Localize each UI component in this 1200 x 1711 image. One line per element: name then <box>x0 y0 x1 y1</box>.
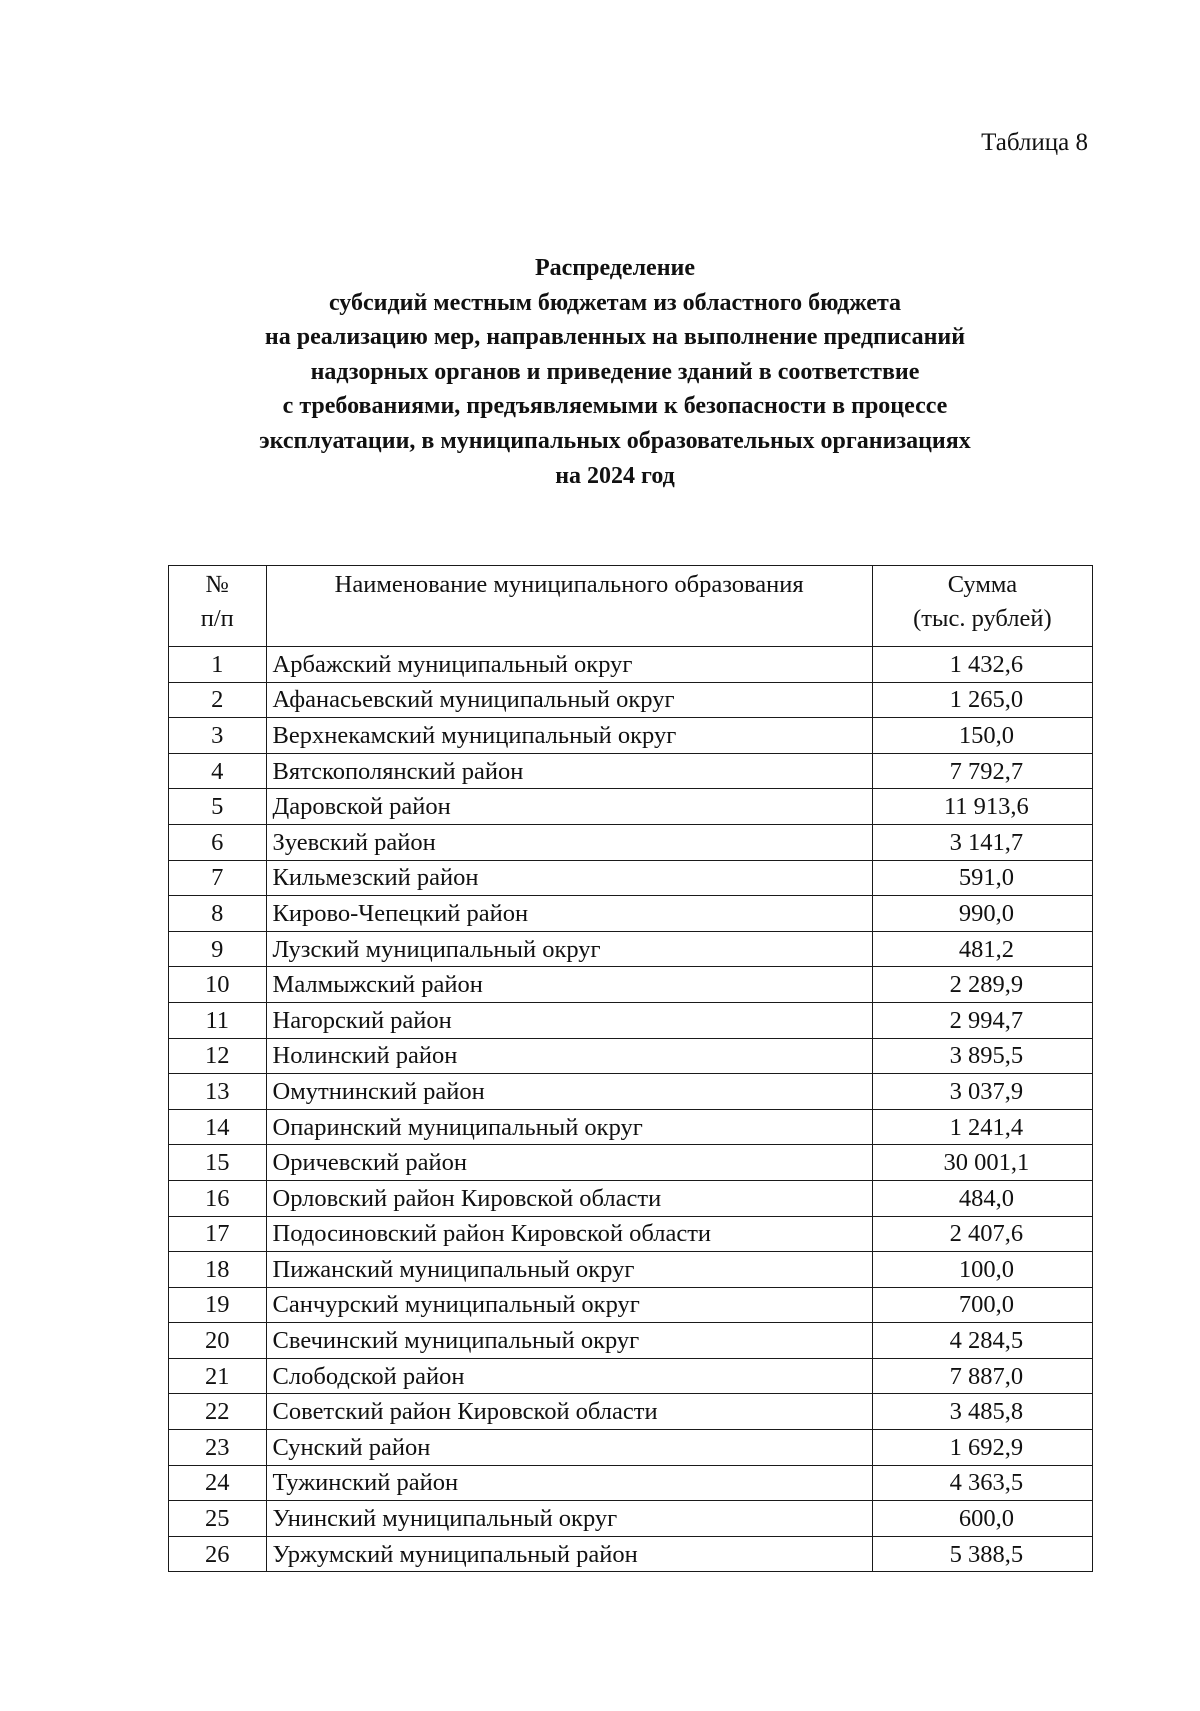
table-row <box>169 1180 1093 1216</box>
row-sum: 5 388,5 <box>949 1540 1024 1568</box>
row-municipality-name: Верхнекамский муниципальный округ <box>266 718 872 754</box>
table-row <box>169 1394 1093 1430</box>
row-number: 11 <box>169 1002 267 1038</box>
row-sum: 2 407,6 <box>949 1220 1024 1248</box>
header-row <box>169 566 1093 647</box>
row-sum-cell <box>872 1002 1092 1038</box>
row-sum: 700,0 <box>958 1291 1014 1319</box>
row-number: 14 <box>169 1109 267 1145</box>
row-municipality-name: Афанасьевский муниципальный округ <box>266 682 872 718</box>
row-number: 12 <box>169 1038 267 1074</box>
row-municipality-name: Зуевский район <box>266 824 872 860</box>
row-sum: 600,0 <box>958 1505 1014 1533</box>
row-municipality-name: Малмыжский район <box>266 967 872 1003</box>
row-sum: 7 887,0 <box>949 1362 1024 1390</box>
row-number: 7 <box>169 860 267 896</box>
row-sum: 30 001,1 <box>943 1149 1030 1177</box>
row-sum-cell <box>872 896 1092 932</box>
row-sum: 3 895,5 <box>949 1042 1024 1070</box>
row-municipality-name: Слободской район <box>266 1358 872 1394</box>
title-line: на 2024 год <box>555 462 675 489</box>
header-sum <box>872 566 1092 647</box>
row-number: 17 <box>169 1216 267 1252</box>
row-sum-cell <box>872 789 1092 825</box>
row-number: 6 <box>169 824 267 860</box>
row-number: 26 <box>169 1536 267 1572</box>
table-row <box>169 1002 1093 1038</box>
row-sum: 990,0 <box>958 899 1014 927</box>
table-header <box>169 566 1093 647</box>
table-row <box>169 1501 1093 1537</box>
row-sum-cell <box>872 824 1092 860</box>
row-sum-cell <box>872 1252 1092 1288</box>
row-number: 2 <box>169 682 267 718</box>
table-row <box>169 647 1093 683</box>
row-number: 22 <box>169 1394 267 1430</box>
row-municipality-name: Унинский муниципальный округ <box>266 1501 872 1537</box>
row-sum-cell <box>872 718 1092 754</box>
table-row <box>169 682 1093 718</box>
table-row <box>169 1430 1093 1466</box>
title-line: Распределение <box>534 255 696 281</box>
row-number: 18 <box>169 1252 267 1288</box>
table-row <box>169 931 1093 967</box>
row-sum-cell <box>872 1109 1092 1145</box>
row-municipality-name: Сунский район <box>266 1430 872 1466</box>
row-sum: 1 265,0 <box>949 686 1024 714</box>
row-sum: 591,0 <box>958 864 1014 892</box>
row-number: 8 <box>169 896 267 932</box>
row-sum-cell <box>872 967 1092 1003</box>
title-line: субсидий местным бюджетам из областного бюджета <box>328 289 902 316</box>
row-municipality-name: Подосиновский район Кировской области <box>266 1216 872 1252</box>
row-number: 15 <box>169 1145 267 1181</box>
title-line: с требованиями, предъявляемыми к безопасности в процессе <box>282 393 948 420</box>
row-number: 19 <box>169 1287 267 1323</box>
row-sum-cell <box>872 1038 1092 1074</box>
table-row <box>169 1216 1093 1252</box>
row-sum: 4 363,5 <box>949 1469 1024 1497</box>
row-sum: 1 432,6 <box>949 650 1024 678</box>
table-row <box>169 967 1093 1003</box>
table-row <box>169 860 1093 896</box>
row-sum: 1 241,4 <box>949 1113 1024 1141</box>
row-number: 24 <box>169 1465 267 1501</box>
table-row <box>169 1038 1093 1074</box>
row-sum-cell <box>872 753 1092 789</box>
row-sum-cell <box>872 1394 1092 1430</box>
row-sum-cell <box>872 931 1092 967</box>
row-sum: 2 289,9 <box>949 971 1024 999</box>
table-row <box>169 789 1093 825</box>
row-sum: 7 792,7 <box>949 757 1024 785</box>
distribution-table <box>168 565 1093 1572</box>
title-line: на реализацию мер, направленных на выполнение предписаний <box>264 324 966 351</box>
row-municipality-name: Арбажский муниципальный округ <box>266 647 872 683</box>
row-sum-cell <box>872 1216 1092 1252</box>
table-row <box>169 753 1093 789</box>
row-sum: 2 994,7 <box>949 1006 1024 1034</box>
table-row <box>169 1358 1093 1394</box>
table-row <box>169 1287 1093 1323</box>
row-number: 3 <box>169 718 267 754</box>
row-municipality-name: Даровской район <box>266 789 872 825</box>
row-sum: 3 037,9 <box>949 1077 1024 1105</box>
table-row <box>169 824 1093 860</box>
title-line: эксплуатации, в муниципальных образовательных организациях <box>259 427 971 454</box>
row-sum: 3 141,7 <box>949 828 1024 856</box>
row-number: 13 <box>169 1074 267 1110</box>
row-municipality-name: Тужинский район <box>266 1465 872 1501</box>
row-sum-cell <box>872 1536 1092 1572</box>
row-municipality-name: Орловский район Кировской области <box>266 1180 872 1216</box>
row-number: 23 <box>169 1430 267 1466</box>
row-sum: 3 485,8 <box>949 1398 1024 1426</box>
row-municipality-name: Омутнинский район <box>266 1074 872 1110</box>
table-body <box>169 647 1093 1572</box>
row-sum-cell <box>872 860 1092 896</box>
row-municipality-name: Нагорский район <box>266 1002 872 1038</box>
row-sum: 4 284,5 <box>949 1327 1024 1355</box>
row-number: 21 <box>169 1358 267 1394</box>
row-sum-cell <box>872 1074 1092 1110</box>
row-number: 20 <box>169 1323 267 1359</box>
row-municipality-name: Свечинский муниципальный округ <box>266 1323 872 1359</box>
table-row <box>169 1145 1093 1181</box>
row-municipality-name: Опаринский муниципальный округ <box>266 1109 872 1145</box>
table-row <box>169 896 1093 932</box>
row-sum-cell <box>872 1465 1092 1501</box>
table-row <box>169 1465 1093 1501</box>
row-number: 5 <box>169 789 267 825</box>
document-title <box>150 251 1080 493</box>
row-sum-cell <box>872 1358 1092 1394</box>
row-number: 9 <box>169 931 267 967</box>
row-number: 1 <box>169 647 267 683</box>
table-row <box>169 1252 1093 1288</box>
table-label: Таблица 8 <box>981 129 1088 156</box>
row-sum-cell <box>872 1180 1092 1216</box>
header-number-line1: № <box>205 571 229 598</box>
row-sum-cell <box>872 647 1092 683</box>
row-number: 25 <box>169 1501 267 1537</box>
row-sum: 484,0 <box>958 1184 1014 1212</box>
row-sum: 481,2 <box>958 935 1014 963</box>
row-municipality-name: Уржумский муниципальный район <box>266 1536 872 1572</box>
row-sum: 1 692,9 <box>949 1433 1024 1461</box>
row-municipality-name: Кирово-Чепецкий район <box>266 896 872 932</box>
row-municipality-name: Лузский муниципальный округ <box>266 931 872 967</box>
row-municipality-name: Нолинский район <box>266 1038 872 1074</box>
table-row <box>169 1074 1093 1110</box>
row-municipality-name: Оричевский район <box>266 1145 872 1181</box>
row-number: 10 <box>169 967 267 1003</box>
row-municipality-name: Вятскополянский район <box>266 753 872 789</box>
row-sum: 100,0 <box>958 1255 1014 1283</box>
header-name: Наименование муниципального образования <box>266 566 872 647</box>
row-sum: 11 913,6 <box>943 793 1029 821</box>
header-sum-line2: (тыс. рублей) <box>913 605 1052 632</box>
table-row <box>169 1536 1093 1572</box>
row-sum-cell <box>872 1430 1092 1466</box>
row-municipality-name: Пижанский муниципальный округ <box>266 1252 872 1288</box>
table-row <box>169 1323 1093 1359</box>
row-municipality-name: Санчурский муниципальный округ <box>266 1287 872 1323</box>
row-municipality-name: Кильмезский район <box>266 860 872 896</box>
header-number-line2: п/п <box>200 605 234 632</box>
table-row <box>169 1109 1093 1145</box>
header-number <box>169 566 267 647</box>
row-sum-cell <box>872 1145 1092 1181</box>
row-sum-cell <box>872 1501 1092 1537</box>
row-number: 4 <box>169 753 267 789</box>
table-row <box>169 718 1093 754</box>
row-municipality-name: Советский район Кировской области <box>266 1394 872 1430</box>
title-line: надзорных органов и приведение зданий в соответствие <box>310 358 920 385</box>
row-sum-cell <box>872 1323 1092 1359</box>
header-sum-line1: Сумма <box>947 571 1018 598</box>
row-sum-cell <box>872 682 1092 718</box>
row-sum: 150,0 <box>958 721 1014 749</box>
row-number: 16 <box>169 1180 267 1216</box>
row-sum-cell <box>872 1287 1092 1323</box>
